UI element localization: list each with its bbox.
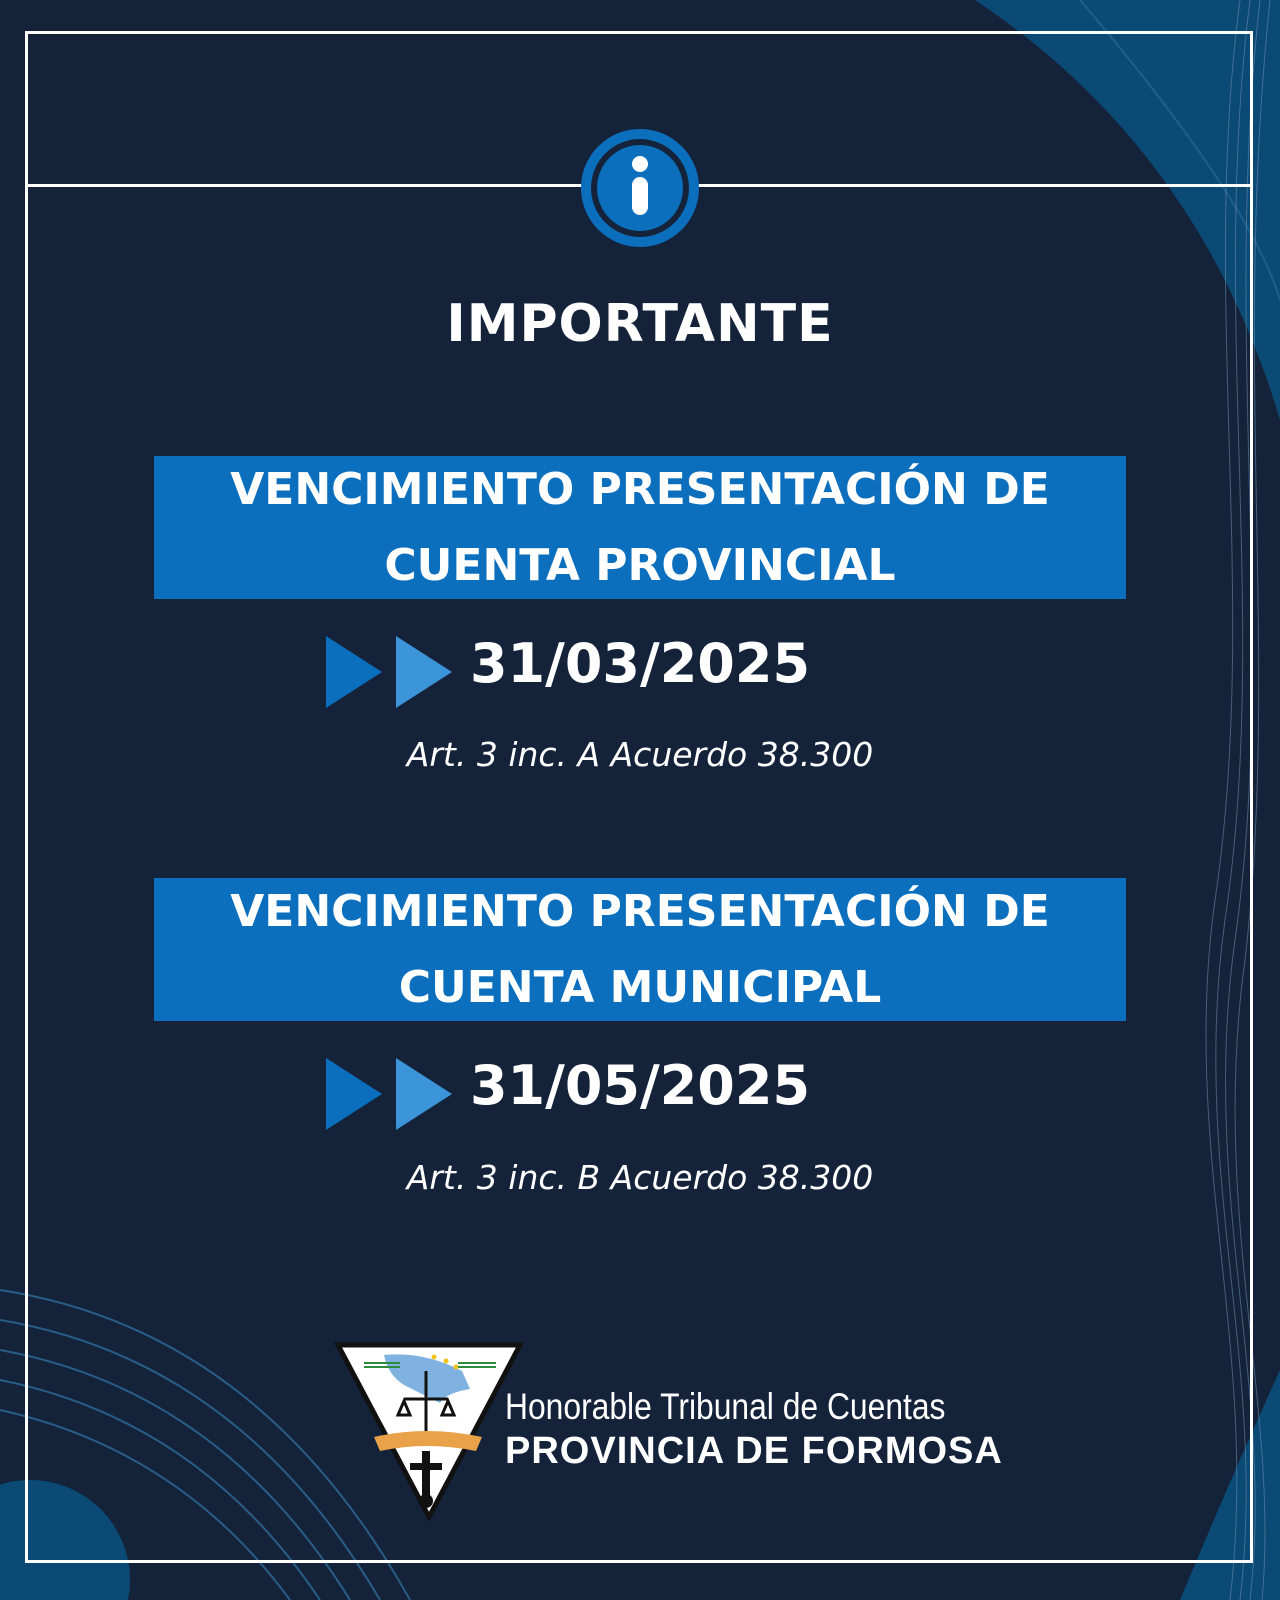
page-title: IMPORTANTE	[446, 294, 834, 354]
organization-name: Honorable Tribunal de Cuentas	[505, 1386, 946, 1427]
provincial-legal-reference: Art. 3 inc. A Acuerdo 38.300	[406, 735, 874, 774]
white-frame	[25, 31, 1253, 1563]
coat-of-arms-icon	[334, 1341, 524, 1521]
double-arrow-icon	[326, 636, 452, 708]
organization-logo-text	[505, 1386, 1017, 1473]
province-name: PROVINCIA DE FORMOSA	[505, 1430, 1003, 1472]
double-arrow-icon	[326, 1058, 452, 1130]
municipal-deadline-date: 31/05/2025	[469, 1054, 811, 1117]
municipal-banner	[154, 878, 1126, 1021]
banner-line: CUENTA PROVINCIAL	[384, 539, 896, 591]
banner-line: CUENTA MUNICIPAL	[398, 961, 882, 1013]
provincial-banner	[154, 456, 1126, 599]
provincial-deadline-date: 31/03/2025	[469, 632, 811, 695]
municipal-legal-reference: Art. 3 inc. B Acuerdo 38.300	[406, 1158, 874, 1197]
info-icon	[579, 127, 701, 249]
banner-line: VENCIMIENTO PRESENTACIÓN DE	[230, 463, 1050, 515]
banner-line: VENCIMIENTO PRESENTACIÓN DE	[230, 885, 1050, 937]
